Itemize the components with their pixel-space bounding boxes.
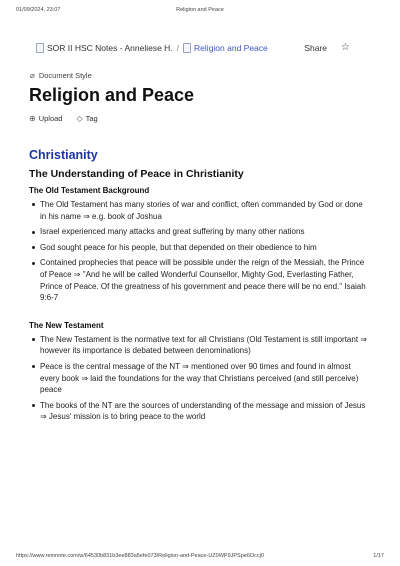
print-page-number: 1/17 <box>373 553 384 559</box>
old-testament-heading: The Old Testament Background <box>29 186 150 195</box>
old-testament-list <box>29 199 370 304</box>
document-style-label: Document Style <box>38 71 92 80</box>
list-item: The New Testament is the normative text for all Christians (Old Testament is still important ⇒ however its importance is debated between denominations) <box>40 334 370 357</box>
list-item: Israel experienced many attacks and great suffering by many other nations <box>40 226 370 238</box>
section-heading: Christianity <box>29 148 98 162</box>
new-testament-heading: The New Testament <box>29 320 104 330</box>
document-style-button[interactable] <box>30 71 92 80</box>
tag-button[interactable] <box>76 114 97 123</box>
list-item: Peace is the central message of the NT ⇒ mentioned over 90 times and found in almost every book ⇒ laid the foundations for the way that Christians perceived (and still perceive) peace <box>40 361 370 396</box>
tag-icon: ◇ <box>76 114 83 123</box>
document-content <box>29 148 370 432</box>
document-icon <box>36 43 44 53</box>
list-item: God sought peace for his people, but that depended on their obedience to him <box>40 242 370 254</box>
breadcrumb-item-notes[interactable] <box>36 43 173 53</box>
breadcrumb-item-current[interactable] <box>183 43 268 53</box>
print-header <box>16 7 384 13</box>
print-url: https://www.remnote.com/w/64530b831b3ee883a5efe073/Religion-and-Peace-UZ0WP9JPSpe6Occj0 <box>16 553 264 559</box>
breadcrumb-label: Religion and Peace <box>194 42 268 53</box>
new-testament-list <box>29 334 370 423</box>
share-button[interactable]: Share <box>304 42 328 53</box>
list-item: The books of the NT are the sources of understanding of the message and mission of Jesus ⇒ Jesus' mission is to bring peace to the world <box>40 400 370 423</box>
breadcrumb-label: SOR II HSC Notes - Anneliese H. <box>47 42 173 53</box>
subsection-heading: The Understanding of Peace in Christianity <box>29 168 244 180</box>
document-icon <box>183 43 191 53</box>
list-item: The Old Testament has many stories of war and conflict, often commanded by God or done in his name ⇒ e.g. book of Joshua <box>40 199 370 222</box>
print-title: Religion and Peace <box>176 7 224 13</box>
tag-label: Tag <box>85 114 98 123</box>
list-item: Contained prophecies that peace will be possible under the reign of the Messiah, the Prince of Peace ⇒ "And he will be called Wonderful Counsellor, Mighty God, Everlasting Father, Prince of Peace. Of the greatness of his government and peace there will be no end." Isaiah 9:6-7 <box>40 257 370 303</box>
upload-button[interactable] <box>29 114 62 123</box>
style-icon: ⌀ <box>30 71 35 80</box>
print-footer <box>16 553 384 559</box>
meta-row <box>29 114 98 123</box>
breadcrumb-separator: / <box>176 42 180 53</box>
print-datetime: 01/09/2024, 23:07 <box>16 7 61 13</box>
page-title: Religion and Peace <box>29 85 195 105</box>
star-icon[interactable]: ☆ <box>341 42 350 53</box>
upload-label: Upload <box>38 114 63 123</box>
top-bar <box>36 42 350 53</box>
upload-icon: ⊕ <box>29 114 36 123</box>
